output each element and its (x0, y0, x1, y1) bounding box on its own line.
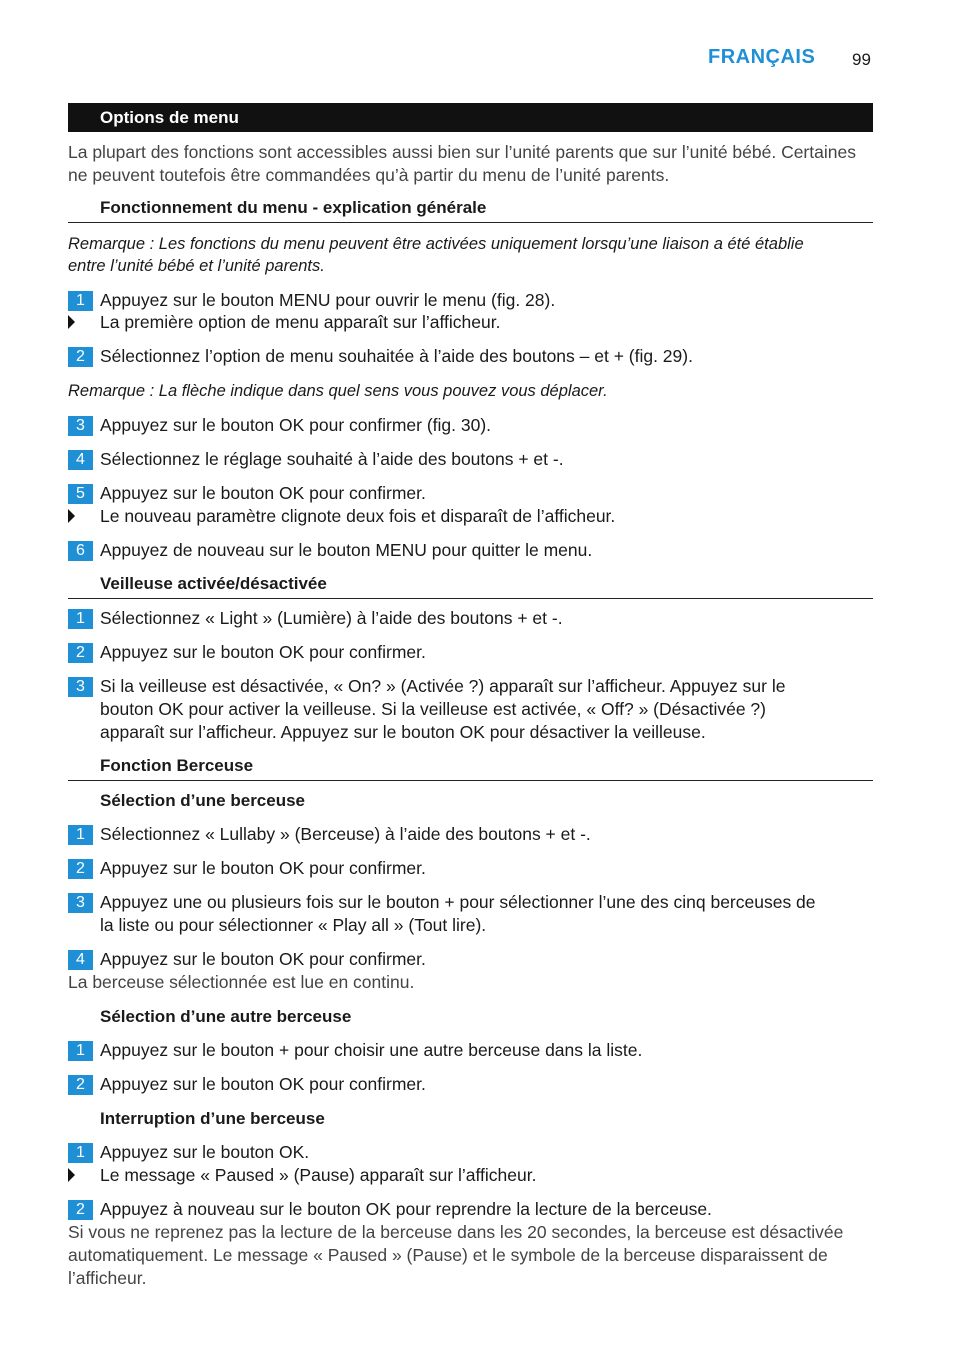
result-arrow-icon (68, 509, 75, 523)
step-text: Sélectionnez l’option de menu souhaitée à l’aide des boutons – et + (fig. 29). (100, 346, 693, 366)
note-line-1: Remarque : Les fonctions du menu peuvent être activées uniquement lorsqu’une liaison a été établie (68, 235, 804, 253)
step-text-line-1: Si la veilleuse est désactivée, « On? » (Activée ?) apparaît sur l’afficheur. Appuyez sur le (100, 676, 786, 696)
step-number: 3 (68, 893, 93, 913)
step-text: Sélectionnez « Light » (Lumière) à l’aide des boutons + et -. (100, 608, 563, 628)
intro-line-2: ne peuvent toutefois être commandées qu’à partir du menu de l’unité parents. (68, 165, 670, 185)
info-text: La berceuse sélectionnée est lue en continu. (68, 972, 415, 992)
note-line-2: entre l’unité bébé et l’unité parents. (68, 257, 325, 275)
step-text-line-2: bouton OK pour activer la veilleuse. Si la veilleuse est activée, « Off? » (Désactivée ?) (100, 699, 766, 719)
section-title-bar (68, 103, 873, 132)
info-line-2: automatiquement. Le message « Paused » (Pause) et le symbole de la berceuse disparaissent de (68, 1245, 828, 1265)
note-text: Remarque : La flèche indique dans quel sens vous pouvez vous déplacer. (68, 382, 608, 400)
step-text-line-3: apparaît sur l’afficheur. Appuyez sur le bouton OK pour désactiver la veilleuse. (100, 722, 706, 742)
step-number: 1 (68, 1041, 93, 1061)
step-number: 3 (68, 677, 93, 697)
step-number: 2 (68, 1200, 93, 1220)
info-line-1: Si vous ne reprenez pas la lecture de la berceuse dans les 20 secondes, la berceuse est désactivée (68, 1222, 844, 1242)
result-text: Le nouveau paramètre clignote deux fois et disparaît de l’afficheur. (100, 506, 616, 526)
result-text: Le message « Paused » (Pause) apparaît sur l’afficheur. (100, 1165, 537, 1185)
result-text: La première option de menu apparaît sur l’afficheur. (100, 312, 501, 332)
minor-heading: Sélection d’une berceuse (100, 791, 306, 810)
subsection-menu-operation (68, 198, 873, 223)
step-number: 1 (68, 825, 93, 845)
step-number: 1 (68, 1143, 93, 1163)
step-text: Appuyez sur le bouton OK pour confirmer. (100, 949, 426, 969)
subsection-title: Fonctionnement du menu - explication générale (100, 198, 487, 217)
step-number: 2 (68, 859, 93, 879)
subsection-title: Veilleuse activée/désactivée (100, 574, 327, 593)
subsection-title: Fonction Berceuse (100, 756, 254, 775)
step-number: 3 (68, 416, 93, 436)
step-number: 2 (68, 347, 93, 367)
step-number: 6 (68, 541, 93, 561)
page-number: 99 (852, 50, 871, 69)
step-text: Sélectionnez le réglage souhaité à l’aide des boutons + et -. (100, 449, 564, 469)
step-text: Appuyez de nouveau sur le bouton MENU pour quitter le menu. (100, 540, 593, 560)
minor-heading: Interruption d’une berceuse (100, 1109, 325, 1128)
step-text: Appuyez sur le bouton OK pour confirmer. (100, 483, 426, 503)
result-arrow-icon (68, 1168, 75, 1182)
section-title: Options de menu (100, 108, 239, 127)
step-text-line-2: la liste ou pour sélectionner « Play all » (Tout lire). (100, 915, 487, 935)
step-text: Appuyez sur le bouton OK pour confirmer (fig. 30). (100, 415, 492, 435)
step-text: Appuyez sur le bouton MENU pour ouvrir le menu (fig. 28). (100, 290, 556, 310)
step-text: Appuyez sur le bouton OK pour confirmer. (100, 642, 426, 662)
subsection-nightlight (68, 574, 873, 599)
step-number: 2 (68, 643, 93, 663)
step-number: 4 (68, 450, 93, 470)
step-number: 5 (68, 484, 93, 504)
result-arrow-icon (68, 315, 75, 329)
minor-heading: Sélection d’une autre berceuse (100, 1007, 352, 1026)
step-number: 4 (68, 950, 93, 970)
language-label: FRANÇAIS (708, 46, 816, 68)
step-text: Appuyez sur le bouton OK pour confirmer. (100, 1074, 426, 1094)
info-line-3: l’afficheur. (68, 1268, 147, 1288)
intro-line-1: La plupart des fonctions sont accessibles aussi bien sur l’unité parents que sur l’unité bébé. Certaines (68, 142, 856, 162)
step-text: Sélectionnez « Lullaby » (Berceuse) à l’aide des boutons + et -. (100, 824, 591, 844)
step-number: 2 (68, 1075, 93, 1095)
step-text: Appuyez sur le bouton + pour choisir une autre berceuse dans la liste. (100, 1040, 643, 1060)
step-number: 1 (68, 291, 93, 311)
subsection-lullaby (68, 756, 873, 781)
step-text: Appuyez sur le bouton OK. (100, 1142, 310, 1162)
step-text: Appuyez à nouveau sur le bouton OK pour reprendre la lecture de la berceuse. (100, 1199, 712, 1219)
step-text-line-1: Appuyez une ou plusieurs fois sur le bouton + pour sélectionner l’une des cinq berceuses de (100, 892, 816, 912)
step-text: Appuyez sur le bouton OK pour confirmer. (100, 858, 426, 878)
step-number: 1 (68, 609, 93, 629)
